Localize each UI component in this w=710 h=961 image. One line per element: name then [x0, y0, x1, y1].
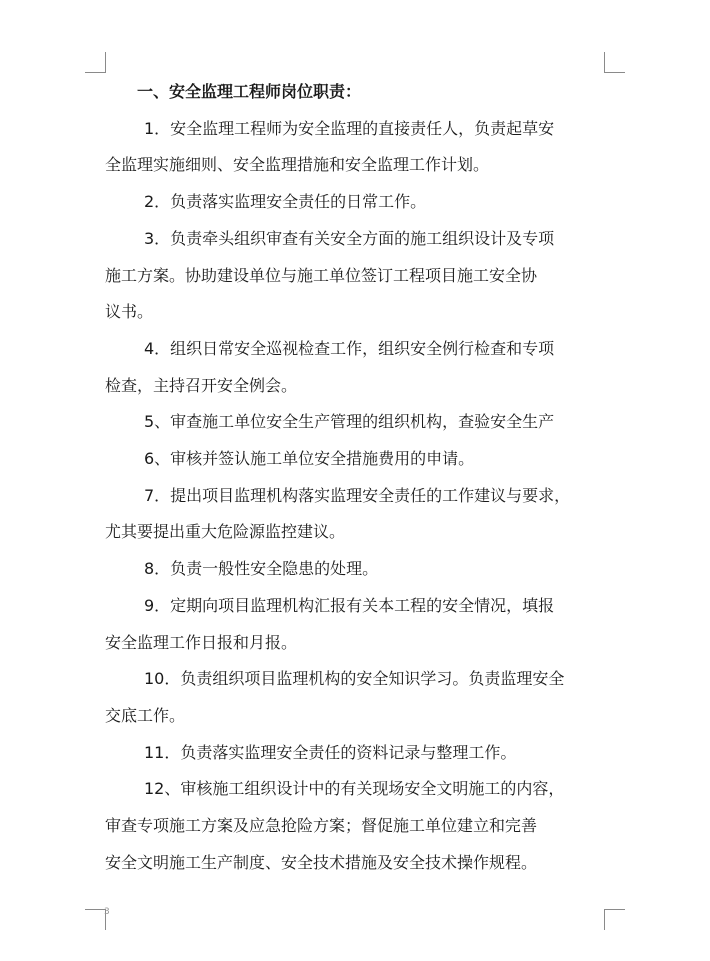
text-line: 8．负责一般性安全隐患的处理。 — [144, 559, 379, 579]
text-line: 10．负责组织项目监理机构的安全知识学习。负责监理安全 — [144, 669, 565, 689]
page-corner-mark-top-right — [604, 52, 625, 73]
text-line: 施工方案。协助建设单位与施工单位签订工程项目施工安全协 — [105, 265, 538, 285]
text-line: 议书。 — [105, 302, 154, 322]
text-line: 1．安全监理工程师为安全监理的直接责任人，负责起草安 — [144, 118, 555, 138]
text-line: 12、审核施工组织设计中的有关现场安全文明施工的内容， — [144, 779, 565, 799]
text-line: 3．负责牵头组织审查有关安全方面的施工组织设计及专项 — [144, 228, 555, 248]
page-number: 3 — [104, 907, 110, 917]
text-line: 5、审查施工单位安全生产管理的组织机构，查验安全生产 — [144, 412, 555, 432]
text-line: 尤其要提出重大危险源监控建议。 — [105, 522, 346, 542]
text-line: 7．提出项目监理机构落实监理安全责任的工作建议与要求， — [144, 485, 571, 505]
text-line: 交底工作。 — [105, 705, 186, 725]
document-body — [105, 74, 615, 881]
text-line: 4．组织日常安全巡视检查工作，组织安全例行检查和专项 — [144, 338, 555, 358]
paragraph-lines — [105, 111, 615, 882]
section-heading: 一、安全监理工程师岗位职责： — [137, 82, 362, 101]
text-line: 6、审核并签认施工单位安全措施费用的申请。 — [144, 449, 475, 469]
text-line: 安全文明施工生产制度、安全技术措施及安全技术操作规程。 — [105, 852, 538, 872]
text-line: 2．负责落实监理安全责任的日常工作。 — [144, 192, 427, 212]
text-line: 11．负责落实监理安全责任的资料记录与整理工作。 — [144, 742, 517, 762]
page-corner-mark-bottom-right — [604, 909, 625, 930]
text-line: 检查，主持召开安全例会。 — [105, 375, 298, 395]
text-line: 9．定期向项目监理机构汇报有关本工程的安全情况，填报 — [144, 595, 555, 615]
page-corner-mark-top-left — [85, 52, 106, 73]
text-line: 全监理实施细则、安全监理措施和安全监理工作计划。 — [105, 155, 490, 175]
page-corner-mark-bottom-left — [85, 909, 106, 930]
text-line: 安全监理工作日报和月报。 — [105, 632, 298, 652]
text-line: 审查专项施工方案及应急抢险方案；督促施工单位建立和完善 — [105, 816, 538, 836]
